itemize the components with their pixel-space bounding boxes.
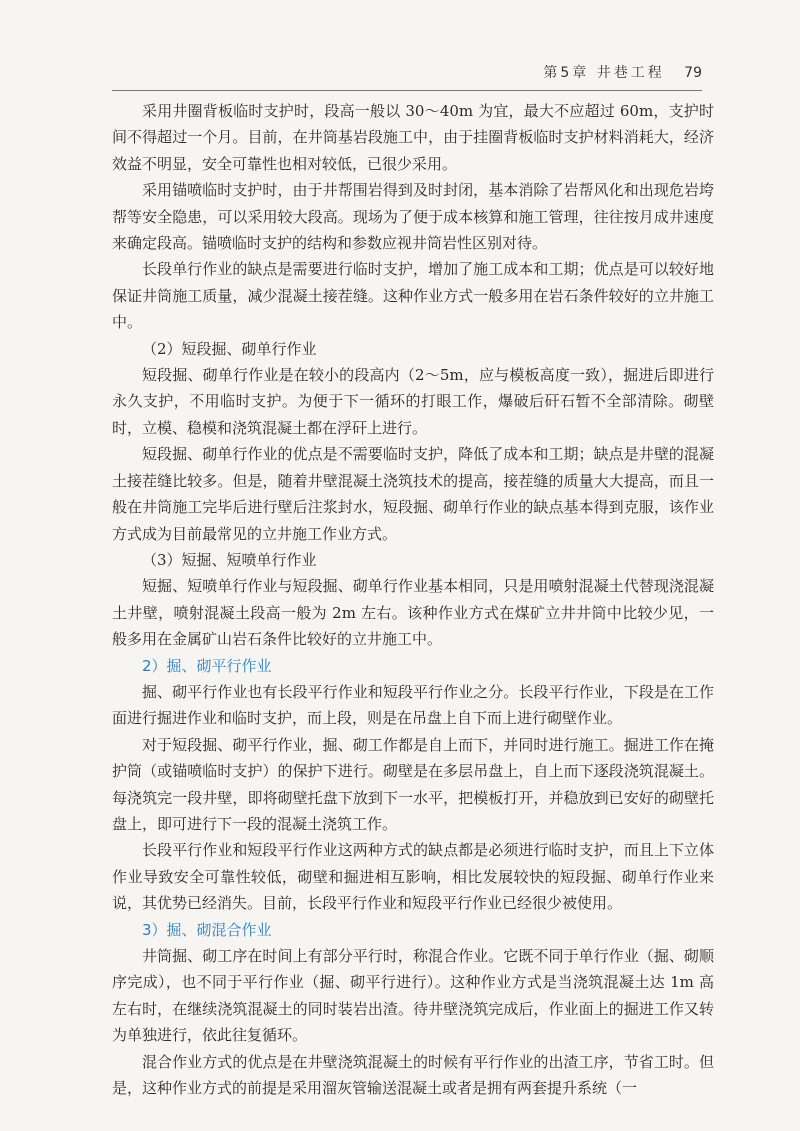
paragraph: 短掘、短喷单行作业与短段掘、砌单行作业基本相同，只是用喷射混凝土代替现浇混凝土井壁，喷射混凝土段高一般为 2m 左右。该种作业方式在煤矿立井井筒中比较少见，一般多用在金属矿山岩石条件比较好的立井施工中。 (112, 577, 714, 649)
paragraph: 短段掘、砌单行作业的优点是不需要临时支护，降低了成本和工期；缺点是井壁的混凝土接茬缝比较多。但是，随着井壁混凝土浇筑技术的提高，接茬缝的质量大大提高，而且一般在井筒施工完毕后进行壁后注浆封水，短段掘、砌单行作业的缺点基本得到克服，该作业方式成为目前最常见的立井施工作业方式。 (112, 445, 714, 543)
section-heading: 2）掘、砌平行作业 (142, 656, 272, 675)
paragraph: 掘、砌平行作业也有长段平行作业和短段平行作业之分。长段平行作业，下段是在工作面进行掘进作业和临时支护，而上段，则是在吊盘上自下而上进行砌壁作业。 (112, 682, 714, 728)
running-header (112, 54, 702, 91)
page-body (112, 98, 714, 1101)
paragraph: 采用井圈背板临时支护时，段高一般以 30～40m 为宜，最大不应超过 60m，支护时间不得超过一个月。目前，在井筒基岩段施工中，由于挂圈背板临时支护材料消耗大，经济效益不明显，安全可靠性也相对较低，已很少采用。 (112, 102, 714, 173)
subheading: （3）短掘、短喷单行作业 (142, 550, 317, 569)
page-number: 79 (684, 65, 702, 81)
paragraph: 长段平行作业和短段平行作业这两种方式的缺点都是必须进行临时支护，而且上下立体作业导致安全可靠性较低，砌壁和掘进相互影响，相比发展较快的短段掘、砌单行作业来说，其优势已经消失。目前，长段平行作业和短段平行作业已经很少被使用。 (112, 841, 714, 913)
paragraph: 对于短段掘、砌平行作业，掘、砌工作都是自上而下，并同时进行施工。掘进工作在掩护筒（或锚喷临时支护）的保护下进行。砌壁是在多层吊盘上，自上而下逐段浇筑混凝土。每浇筑完一段井壁，即将砌壁托盘下放到下一水平，把模板打开，并稳放到已安好的砌壁托盘上，即可进行下一段的混凝土浇筑工作。 (112, 735, 714, 833)
paragraph: 长段单行作业的缺点是需要进行临时支护，增加了施工成本和工期；优点是可以较好地保证井筒施工质量，减少混凝土接茬缝。这种作业方式一般多用在岩石条件较好的立井施工中。 (112, 260, 714, 332)
paragraph: 短段掘、砌单行作业是在较小的段高内（2～5m，应与模板高度一致），掘进后即进行永久支护，不用临时支护。为便于下一循环的打眼工作，爆破后矸石暂不全部清除。砌壁时，立模、稳模和浇筑混凝土都在浮矸上进行。 (112, 366, 714, 437)
paragraph: 井筒掘、砌工序在时间上有部分平行时，称混合作业。它既不同于单行作业（掘、砌顺序完成），也不同于平行作业（掘、砌平行进行）。这种作业方式是当浇筑混凝土达 1m 高左右时，在继续浇筑混凝土的同时装岩出渣。待井壁浇筑完成后，作业面上的掘进工作又转为单独进行，依此往复循环。 (112, 947, 714, 1045)
subheading: （2）短段掘、砌单行作业 (142, 339, 317, 358)
section-heading: 3）掘、砌混合作业 (142, 920, 272, 939)
chapter-title: 第5章 井巷工程 (543, 65, 665, 81)
paragraph: 混合作业方式的优点是在井壁浇筑混凝土的时候有平行作业的出渣工序，节省工时。但是，这种作业方式的前提是采用溜灰管输送混凝土或者是拥有两套提升系统（一 (112, 1052, 714, 1098)
paragraph: 采用锚喷临时支护时，由于井帮围岩得到及时封闭，基本消除了岩帮风化和出现危岩垮帮等安全隐患，可以采用较大段高。现场为了便于成本核算和施工管理，往往按月成井速度来确定段高。锚喷临时支护的结构和参数应视井筒岩性区别对待。 (112, 181, 714, 253)
